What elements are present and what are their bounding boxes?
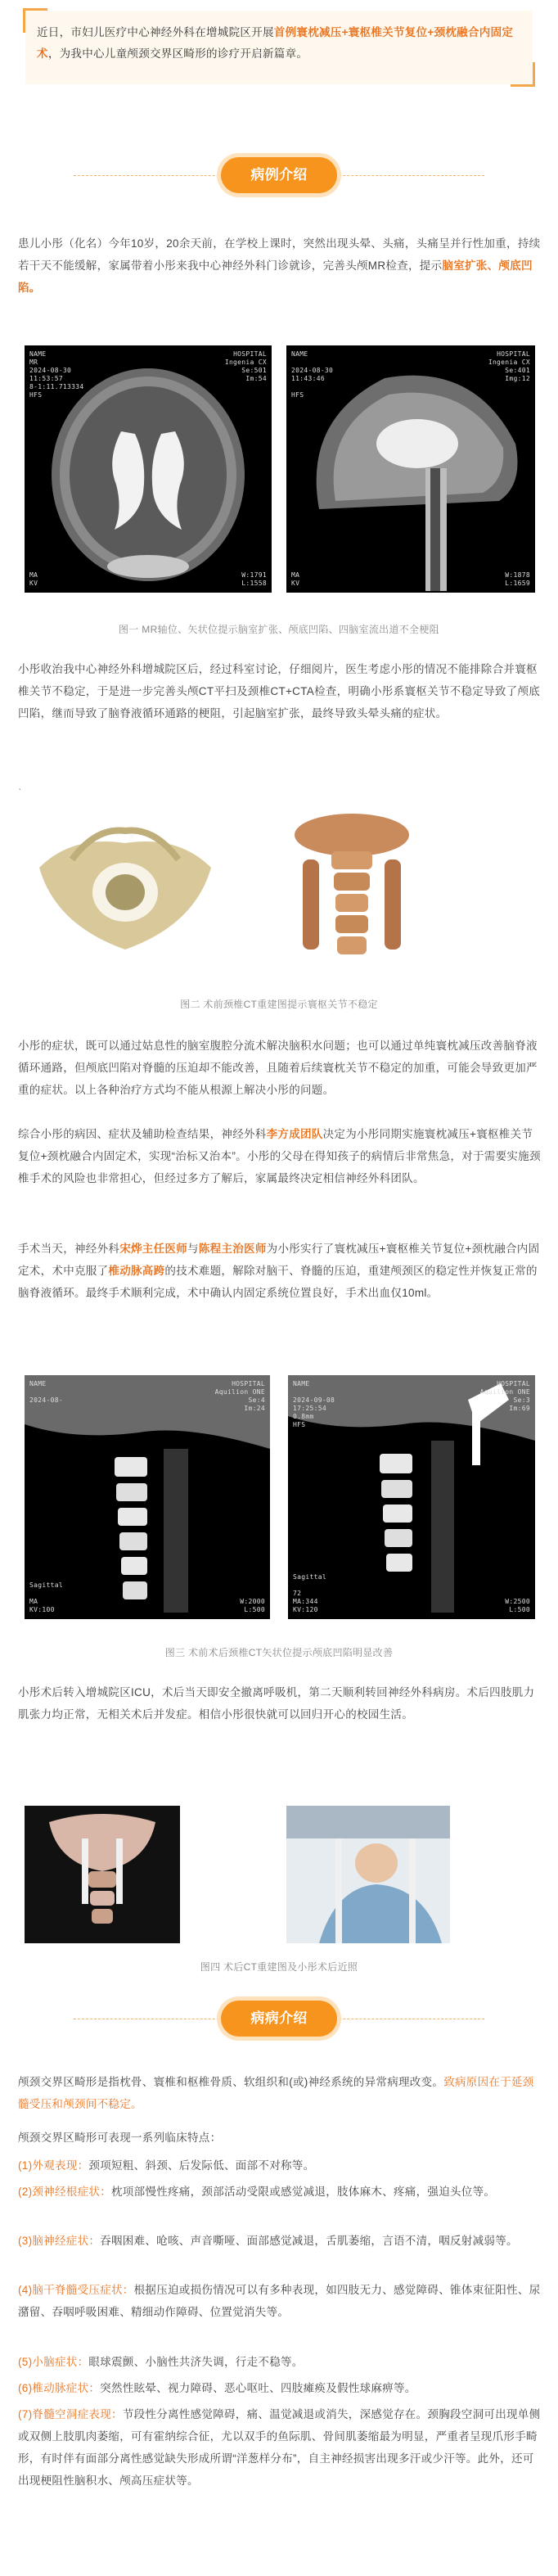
p5-text-d: 的技术难题，解除对脑干、脊髓的压迫，重建颅颈区的稳定性并恢复正常的脑脊液循环。最终手术顺利完成，术中确认内固定系统位置良好，手术出血仅10ml。 xyxy=(18,1265,538,1299)
p5-text-b: 与 xyxy=(187,1243,199,1255)
symptom-text: 根据压迫或损伤情况可以有多种表现，如四肢无力、感觉障碍、锥体束征阳性、尿潴留、吞咽呼吸困难、精细动作障碍、位置觉消失等。 xyxy=(18,2284,541,2318)
section-header-case xyxy=(0,147,558,205)
mri-meta: MA KV xyxy=(291,571,300,587)
paragraph-recovery: 小彤术后转入增城院区ICU，术后当天即安全撤离呼吸机，第二天顺利转回神经外科病房。术后四肢肌力肌张力均正常，无相关术后并发症。相信小彤很快就可以回归开心的校园生活。 xyxy=(18,1686,535,1721)
paragraph-symptoms-intro: 颅颈交界区畸形可表现一系列临床特点： xyxy=(18,2132,222,2144)
p7-text-a: 颅颈交界区畸形是指枕骨、寰椎和枢椎骨质、软组织和(或)神经系统的异常病理改变。 xyxy=(18,2076,444,2088)
paragraph-team-decision xyxy=(18,1123,542,1189)
figure-caption-1: 图一 MR轴位、矢状位提示脑室扩张、颅底凹陷、四脑室流出道不全梗阻 xyxy=(119,624,439,635)
symptom-item xyxy=(18,2403,542,2492)
mri-meta: HOSPITAL Ingenia CX Se:501 Im:54 xyxy=(224,350,267,382)
ct-sagittal-preop-image xyxy=(25,1375,270,1619)
symptom-text: 颈项短粗、斜颈、后发际低、面部不对称等。 xyxy=(88,2159,315,2172)
symptom-item xyxy=(18,2279,542,2323)
ct-meta: NAME 2024-08- xyxy=(29,1380,63,1404)
mri-meta: W:1878 L:1659 xyxy=(505,571,530,587)
p4-highlight: 李方成团队 xyxy=(266,1128,323,1140)
p5-text-c: 为小彤实行了寰枕减压+寰枢椎关节复位+颈枕融合内固定术，术中克服了 xyxy=(18,1243,540,1277)
ct-reconstruction-skull-base xyxy=(23,810,227,958)
ct-sagittal-postop-image xyxy=(288,1375,535,1619)
mri-meta: NAME MR 2024-08-30 11:53:57 8-1:11.713334 HFS xyxy=(29,350,84,399)
postop-ct-graphic xyxy=(25,1806,180,1943)
p1-text: 患儿小彤（化名）今年10岁，20余天前，在学校上课时，突然出现头晕、头痛，头痛呈并行性加重，持续若干天不能缓解，家属带着小彤来我中心神经外科门诊就诊，完善头颅MR检查，提示 xyxy=(18,237,541,272)
mri-axial-image xyxy=(25,345,272,593)
spine-graphic xyxy=(286,810,417,966)
ct-meta: HOSPITAL Aquilion ONE Se:3 Im:69 xyxy=(479,1380,530,1412)
ct-meta: NAME 2024-09-08 17:25:54 0.8mm HFS xyxy=(293,1380,335,1428)
patient-photo-graphic xyxy=(286,1806,450,1943)
symptom-label: (3)脑神经症状： xyxy=(18,2235,101,2247)
symptom-label: (2)颈神经根症状： xyxy=(18,2186,111,2198)
section-title: 病病介绍 xyxy=(221,2001,337,2037)
p4-text-b: 决定为小彤同期实施寰枕减压+寰枢椎关节复位+颈枕融合内固定术，实现“治标又治本”。小彤的父母在得知孩子的病情后非常焦急，对于需要实施颈椎手术的风险也非常担心，但经过多方了解后，家属最终决定相信神经外科团队。 xyxy=(18,1128,541,1184)
ct-reconstruction-spine xyxy=(286,810,417,966)
paragraph-definition xyxy=(18,2071,542,2115)
figure-caption-2: 图二 术前颈椎CT重建图提示寰枢关节不稳定 xyxy=(180,999,378,1010)
paragraph-surgery xyxy=(18,1238,542,1304)
symptom-item xyxy=(18,2154,542,2177)
p5-highlight-a: 宋烨主任医师 xyxy=(119,1243,188,1255)
ct-meta: HOSPITAL Aquilion ONE Se:4 Im:24 xyxy=(214,1380,265,1412)
p5-text-a: 手术当天，神经外科 xyxy=(18,1243,120,1255)
symptom-label: (7)脊髓空洞症表现： xyxy=(18,2408,123,2420)
ct-meta: Sagittal MA KV:100 xyxy=(29,1581,63,1613)
paragraph-treatment-options: 小彤的症状，既可以通过姑息性的脑室腹腔分流术解决脑积水问题；也可以通过单纯寰枕减压改善脑脊液循环通路，但颅底凹陷对脊髓的压迫却不能改善，且随着后续寰枕关节不稳定的加重，可能会导致更加严重的症状。以上各种治疗方式均不能从根源上解决小彤的问题。 xyxy=(18,1040,538,1096)
mri-meta: NAME 2024-08-30 11:43:46 HFS xyxy=(291,350,334,399)
symptom-item xyxy=(18,2351,542,2373)
mri-meta: HOSPITAL Ingenia CX Se:401 Img:12 xyxy=(488,350,530,382)
section-header-disease xyxy=(0,1991,558,2048)
symptom-label: (6)椎动脉症状： xyxy=(18,2382,101,2394)
symptom-label: (1)外观表现： xyxy=(18,2159,89,2172)
symptom-item xyxy=(18,2377,542,2399)
symptom-label: (5)小脑症状： xyxy=(18,2356,89,2368)
intro-text-a: 近日，市妇儿医疗中心神经外科在增城院区开展 xyxy=(37,26,274,38)
intro-highlight: 首例寰枕减压+寰枢椎关节复位+颈枕融合内固定术 xyxy=(37,26,514,60)
ct-meta: W:2500 L:500 xyxy=(505,1598,530,1613)
intro-text xyxy=(25,11,533,84)
skull-base-graphic xyxy=(23,810,227,958)
paragraph-case-history xyxy=(18,232,542,299)
intro-text-b: ，为我中心儿童颅颈交界区畸形的诊疗开启新篇章。 xyxy=(47,47,308,60)
figure-caption-3: 图三 术前术后颈椎CT矢状位提示颅底凹陷明显改善 xyxy=(164,1647,394,1658)
symptom-text: 突然性眩晕、视力障碍、恶心呕吐、四肢瘫痪及假性球麻痹等。 xyxy=(100,2382,416,2394)
p4-text-a: 综合小彤的病因、症状及辅助检查结果，神经外科 xyxy=(18,1128,267,1140)
p7-highlight: 致病原因在于延颈髓受压和颅颈间不稳定。 xyxy=(18,2076,534,2110)
symptom-text: 枕项部慢性疼痛，颈部活动受限或感觉减退，肢体麻木、疼痛，强迫头位等。 xyxy=(111,2186,496,2198)
section-title: 病例介绍 xyxy=(221,157,337,193)
mri-meta: MA KV xyxy=(29,571,38,587)
symptom-text: 眼球震颤、小脑性共济失调，行走不稳等。 xyxy=(88,2356,304,2368)
p1-highlight: 脑室扩张、颅底凹陷。 xyxy=(18,259,533,294)
figure-caption-4: 图四 术后CT重建图及小彤术后近照 xyxy=(200,1961,358,1973)
paragraph-diagnosis: 小彤收治我中心神经外科增城院区后，经过科室讨论，仔细阅片，医生考虑小彤的情况不能排除合并寰枢椎关节不稳定，于是进一步完善头颅CT平扫及颈椎CT+CTA检查，明确小彤系寰枢关节不稳定导致了颅底凹陷，继而导致了脑脊液循环通路的梗阻，引起脑室扩张，最终导致头晕头痛的症状。 xyxy=(18,663,541,720)
mri-sagittal-image xyxy=(286,345,535,593)
postop-ct-reconstruction-image xyxy=(25,1806,180,1943)
symptom-item xyxy=(18,2181,542,2203)
symptom-text: 节段性分离性感觉障碍，痛、温觉减退或消失，深感觉存在。颈胸段空洞可出现单侧或双侧上肢肌肉萎缩，可有霍纳综合征，尤以双手的鱼际肌、骨间肌萎缩最为明显，严重者呈现爪形手畸形，有时伴有面部分离性感觉缺失形成所谓“洋葱样分布”，自主神经损害出现多汗或少汗等。此外，还可出现梗阻性脑积水、颅高压症状等。 xyxy=(18,2408,541,2487)
p5-highlight-c: 椎动脉高跨 xyxy=(108,1265,165,1277)
symptom-text: 吞咽困难、呛咳、声音嘶哑、面部感觉减退，舌肌萎缩，言语不清，咽反射减弱等。 xyxy=(100,2235,518,2247)
p5-highlight-b: 陈程主治医师 xyxy=(198,1243,267,1255)
mri-meta: W:1791 L:1558 xyxy=(241,571,267,587)
symptom-item xyxy=(18,2230,542,2252)
ct-meta: W:2000 L:500 xyxy=(240,1598,265,1613)
ct-meta: Sagittal 72 MA:344 KV:120 xyxy=(293,1573,326,1613)
patient-postop-photo xyxy=(286,1806,450,1943)
separator-dot: · xyxy=(18,783,22,795)
intro-box xyxy=(23,8,535,87)
symptom-label: (4)脑干脊髓受压症状： xyxy=(18,2284,134,2296)
